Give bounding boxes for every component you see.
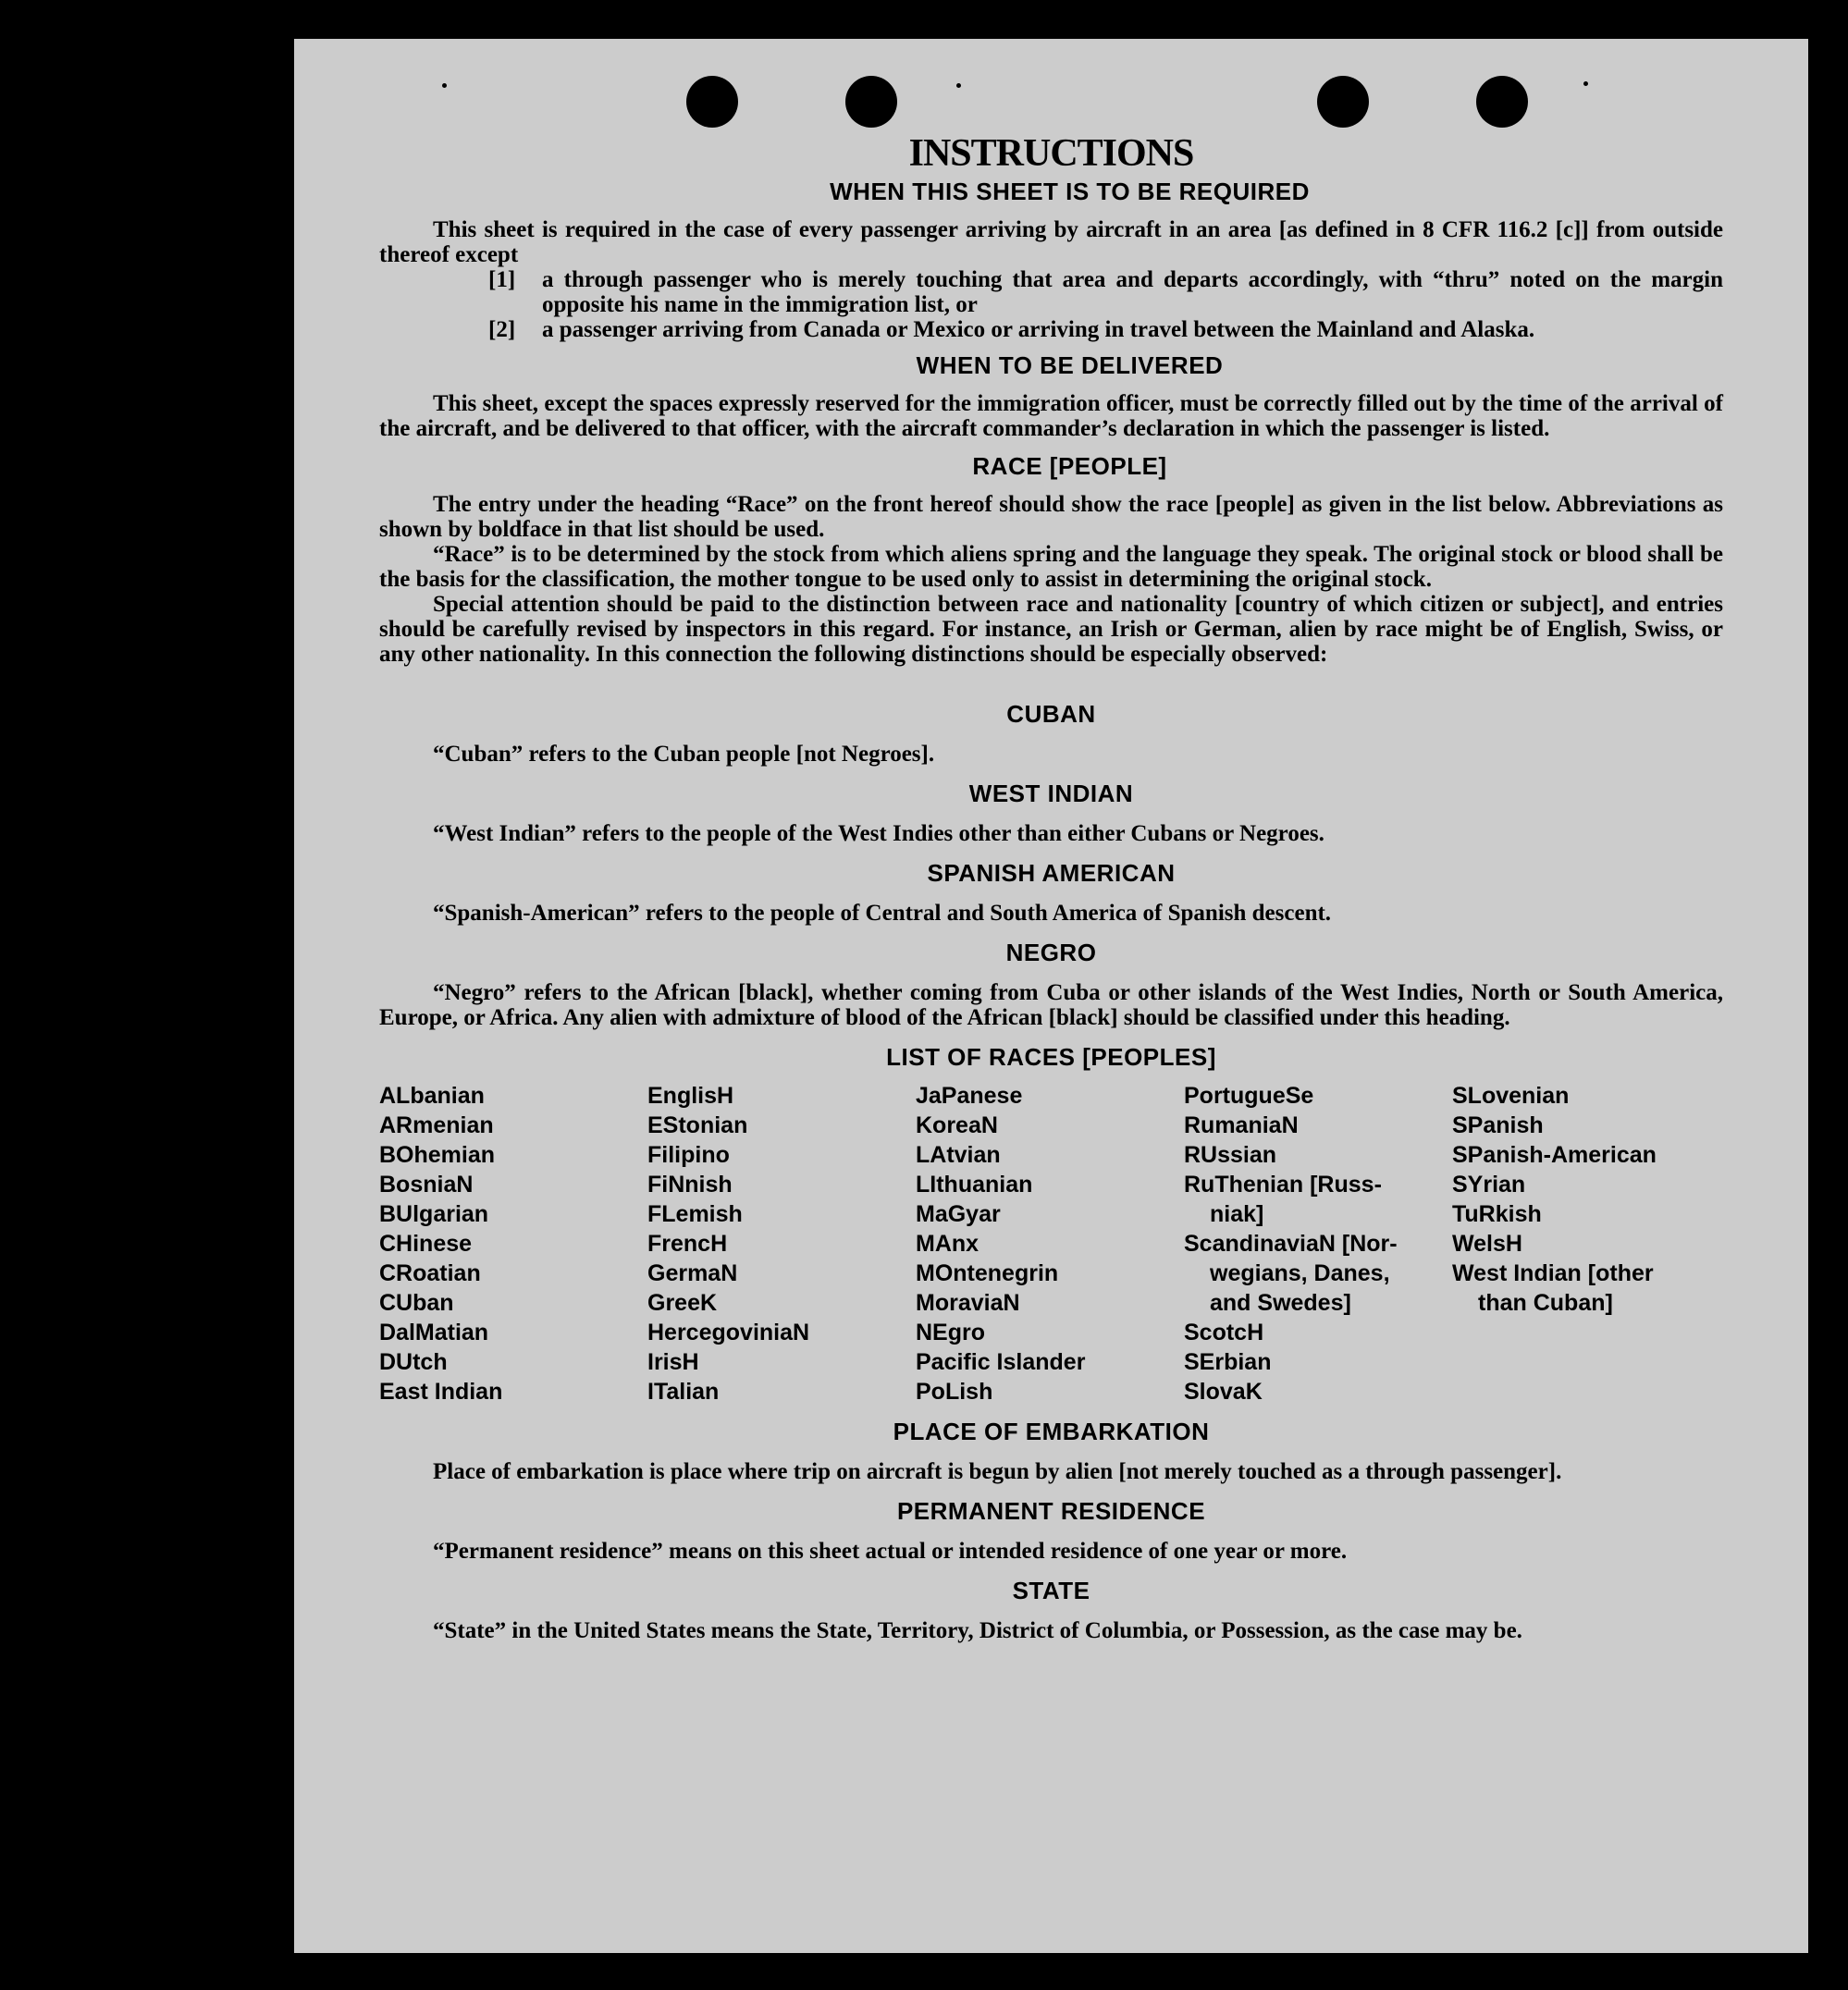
race-item: FiNnish (647, 1172, 733, 1198)
race-item: SErbian (1184, 1349, 1272, 1375)
list-item-number: [1] (488, 267, 516, 292)
race-item: BOhemian (379, 1142, 496, 1168)
ink-speck (442, 83, 447, 88)
section-heading: RACE [PEOPLE] (972, 452, 1167, 480)
race-item: ScotcH (1184, 1320, 1264, 1345)
section-heading: NEGRO (1005, 939, 1097, 966)
race-item: JaPanese (916, 1083, 1023, 1109)
section-heading: WHEN THIS SHEET IS TO BE REQUIRED (830, 178, 1310, 205)
race-item: SlovaK (1184, 1379, 1263, 1405)
section-paragraph: Special attention should be paid to the distinction between race and nationality [country of which citizen or subject], and entries should be carefully revised by inspectors in this regard. For instance, an Irish or German, alien by race might be of English, Swiss, or any other nationality. In this connection the following distinctions should be especially observed: (379, 592, 1723, 667)
page-title: INSTRUCTIONS (908, 132, 1194, 175)
race-item: HercegoviniaN (647, 1320, 810, 1345)
race-item: RUssian (1184, 1142, 1277, 1168)
race-item: SLovenian (1452, 1083, 1570, 1109)
race-item: IrisH (647, 1349, 699, 1375)
race-item: ITalian (647, 1379, 720, 1405)
race-item: SYrian (1452, 1172, 1526, 1198)
section-heading: LIST OF RACES [PEOPLES] (886, 1043, 1216, 1071)
punch-hole (845, 76, 897, 128)
race-item: West Indian [other (1452, 1260, 1654, 1286)
race-column (1184, 1081, 1452, 1407)
section-heading: CUBAN (1006, 700, 1096, 728)
race-item: TuRkish (1452, 1201, 1542, 1227)
race-item: MAnx (916, 1231, 979, 1257)
race-item: LIthuanian (916, 1172, 1033, 1198)
list-item-text: a through passenger who is merely touching that area and departs accordingly, with “thru” noted on the margin opposite his name in the immigration list, or (542, 267, 1723, 317)
race-item: MOntenegrin (916, 1260, 1059, 1286)
section-text: Place of embarkation is place where trip on aircraft is begun by alien [not merely touched as a through passenger]. (433, 1459, 1562, 1484)
ink-speck (1583, 81, 1588, 86)
section-heading: PLACE OF EMBARKATION (893, 1418, 1210, 1445)
section-text: This sheet, except the spaces expressly reserved for the immigration officer, must be correctly filled out by the time of the arrival of the aircraft, and be delivered to that officer, with the aircraft commander’s declaration in which the passenger is listed. (379, 391, 1723, 441)
list-item (488, 317, 1723, 342)
race-item: wegians, Danes, (1210, 1260, 1390, 1286)
race-item: and Swedes] (1210, 1290, 1351, 1316)
list-item-text: a passenger arriving from Canada or Mexico or arriving in travel between the Mainland and Alaska. (542, 317, 1535, 342)
race-item: SPanish-American (1452, 1142, 1657, 1168)
race-item: GreeK (647, 1290, 718, 1316)
section-text: “State” in the United States means the State, Territory, District of Columbia, or Possession, as the case may be. (433, 1618, 1522, 1643)
race-item: DUtch (379, 1349, 448, 1375)
race-list (379, 1081, 1723, 1407)
section-text: “West Indian” refers to the people of the West Indies other than either Cubans or Negroes. (433, 821, 1324, 846)
race-item: BosniaN (379, 1172, 474, 1198)
race-item: East Indian (379, 1379, 503, 1405)
race-item: KoreaN (916, 1112, 998, 1138)
race-column (647, 1081, 916, 1407)
race-item: PortugueSe (1184, 1083, 1314, 1109)
ink-speck (956, 83, 961, 88)
race-item: EnglisH (647, 1083, 734, 1109)
punch-hole (1476, 76, 1528, 128)
race-item: Pacific Islander (916, 1349, 1086, 1375)
section-heading: WEST INDIAN (968, 780, 1134, 807)
race-column (916, 1081, 1184, 1407)
section-text: This sheet is required in the case of every passenger arriving by aircraft in an area [as defined in 8 CFR 116.2 [c]] from outside thereof except (379, 217, 1723, 267)
race-item: EStonian (647, 1112, 748, 1138)
list-item-number: [2] (488, 317, 516, 342)
race-item: than Cuban] (1478, 1290, 1613, 1316)
race-item: CHinese (379, 1231, 473, 1257)
punch-hole (1317, 76, 1369, 128)
race-item: GermaN (647, 1260, 738, 1286)
race-item: FLemish (647, 1201, 743, 1227)
section-heading: PERMANENT RESIDENCE (896, 1497, 1206, 1525)
race-item: PoLish (916, 1379, 993, 1405)
punch-hole (686, 76, 738, 128)
section-text: “Negro” refers to the African [black], whether coming from Cuba or other islands of the West Indies, North or South America, Europe, or Africa. Any alien with admixture of blood of the African [black] should be classified under this heading. (379, 980, 1723, 1030)
section-heading: WHEN TO BE DELIVERED (916, 351, 1224, 379)
race-item: ALbanian (379, 1083, 485, 1109)
race-item: RumaniaN (1184, 1112, 1299, 1138)
race-item: SPanish (1452, 1112, 1544, 1138)
race-item: CRoatian (379, 1260, 481, 1286)
section-text: “Spanish-American” refers to the people of Central and South America of Spanish descent. (433, 901, 1332, 926)
race-column (1452, 1081, 1720, 1407)
race-item: DalMatian (379, 1320, 489, 1345)
race-item: niak] (1210, 1201, 1264, 1227)
race-item: BUlgarian (379, 1201, 489, 1227)
race-item: ScandinaviaN [Nor- (1184, 1231, 1398, 1257)
race-item: FrencH (647, 1231, 728, 1257)
race-item: RuThenian [Russ- (1184, 1172, 1382, 1198)
section-text: “Permanent residence” means on this sheet actual or intended residence of one year or more. (433, 1539, 1348, 1564)
instructions-body (379, 178, 1723, 1643)
race-item: LAtvian (916, 1142, 1001, 1168)
section-text: “Cuban” refers to the Cuban people [not Negroes]. (433, 742, 935, 767)
race-item: CUban (379, 1290, 454, 1316)
section-heading: STATE (1012, 1577, 1090, 1604)
section-heading: SPANISH AMERICAN (927, 859, 1176, 887)
race-item: MoraviaN (916, 1290, 1020, 1316)
race-item: MaGyar (916, 1201, 1001, 1227)
race-item: ARmenian (379, 1112, 494, 1138)
section-paragraph: The entry under the heading “Race” on the front hereof should show the race [people] as given in the list below. Abbreviations as shown by boldface in that list should be used. (379, 492, 1723, 542)
document-page (294, 39, 1808, 1953)
race-column (379, 1081, 647, 1407)
race-item: WelsH (1452, 1231, 1522, 1257)
race-item: Filipino (647, 1142, 730, 1168)
list-item (488, 267, 1723, 317)
race-item: NEgro (916, 1320, 985, 1345)
section-paragraph: “Race” is to be determined by the stock from which aliens spring and the language they speak. The original stock or blood shall be the basis for the classification, the mother tongue to be used only to assist in determining the original stock. (379, 542, 1723, 592)
